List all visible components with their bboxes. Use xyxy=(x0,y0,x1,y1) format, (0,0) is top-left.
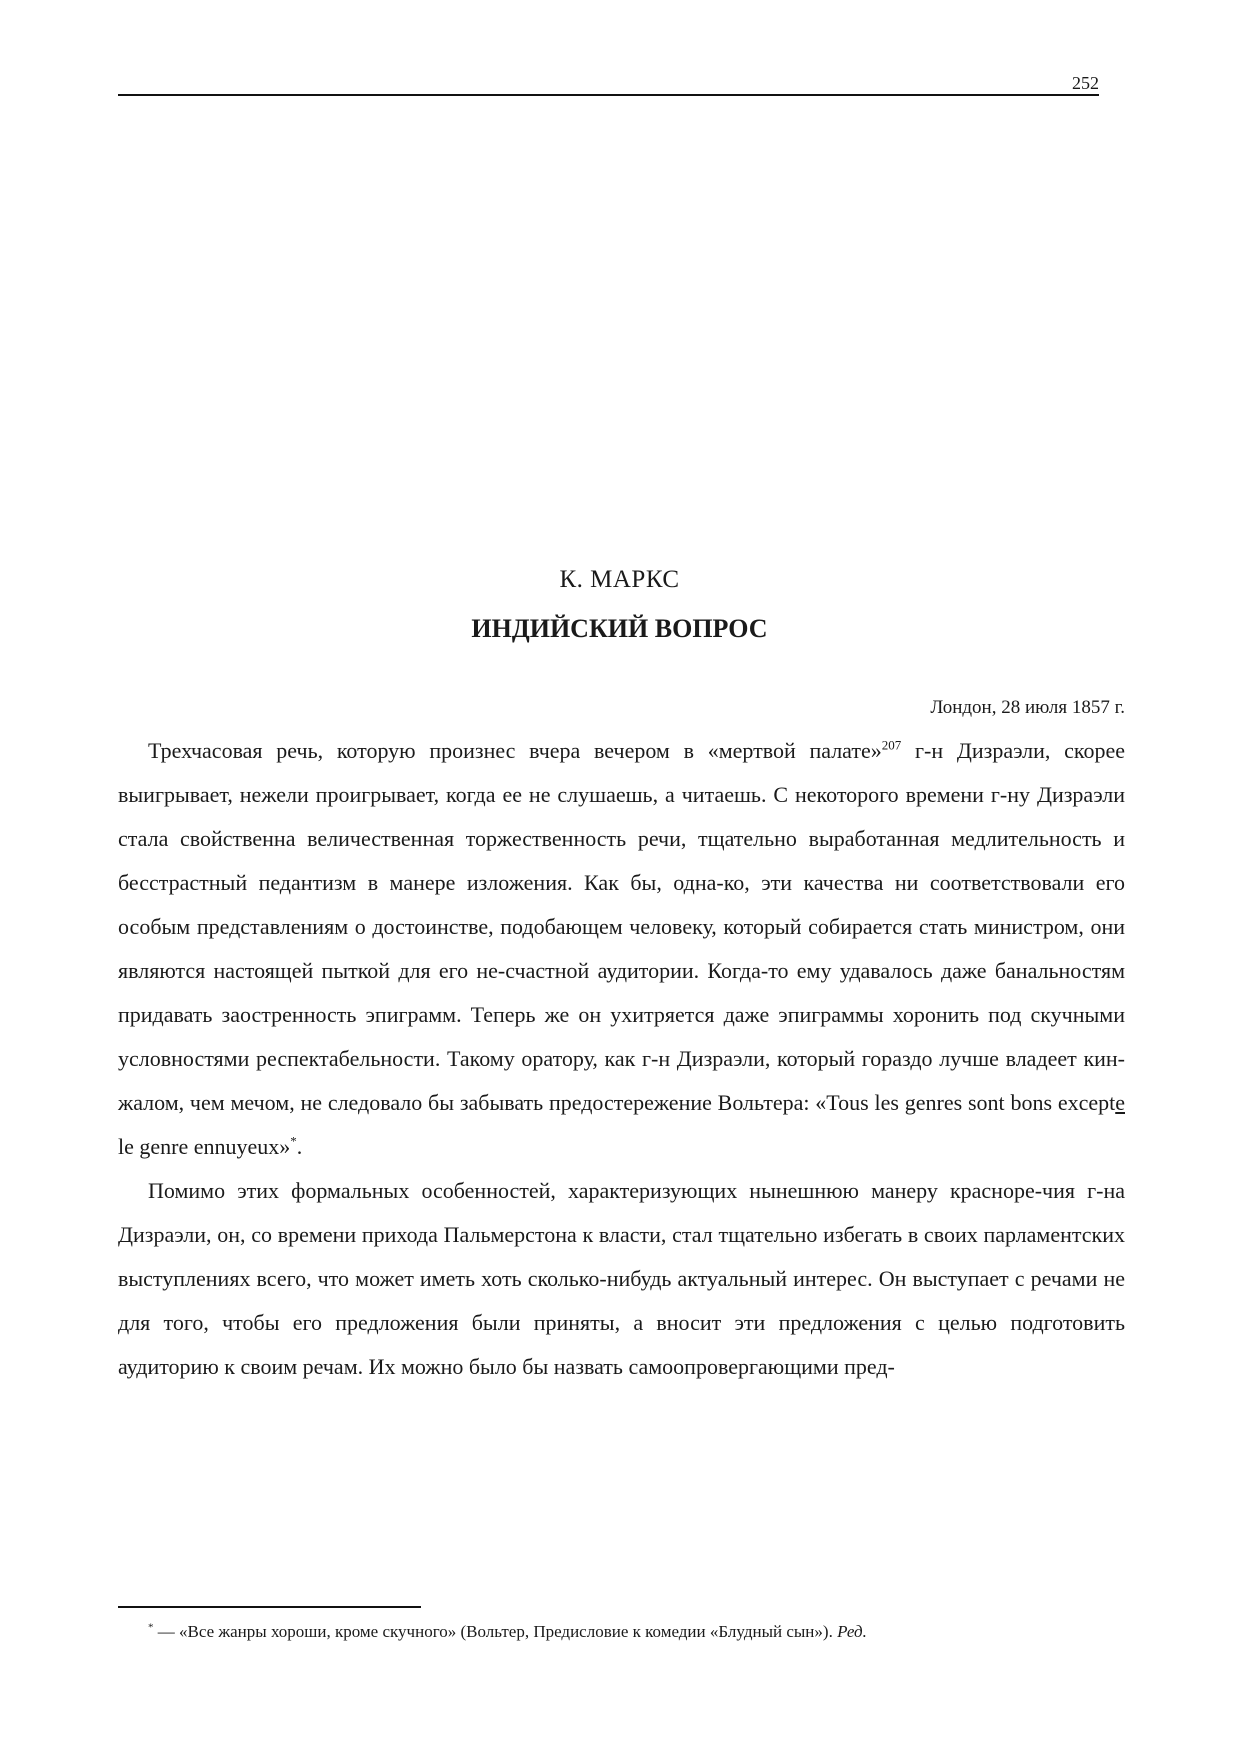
author-name: К. МАРКС xyxy=(559,566,680,593)
reference-207: 207 xyxy=(881,737,902,753)
footnote-reference: * xyxy=(290,1133,297,1149)
page-number: 252 xyxy=(1072,73,1099,93)
article-body xyxy=(118,729,1125,1389)
paragraph-1-text-a: Трехчасовая речь, которую произнес вчера вечером в «мертвой палате» xyxy=(148,738,882,763)
paragraph-1-text-d: . xyxy=(296,1134,303,1159)
underlined-letter: e xyxy=(1115,1090,1125,1115)
header-rule xyxy=(118,94,1099,96)
paragraph-1-text-b: г-н Дизраэли, скорее выигрывает, нежели проигрывает, когда ее не слушаешь, а читаешь. С некоторого времени г-ну Дизраэли стала свойственна величественная торжественность речи, тщательно выработанная медлительность и бесстрастный педантизм в манере изложения. Как бы, одна-ко, эти качества ни соответствовали его особым представлениям о достоинстве, подобающем человеку, который собирается стать министром, они являются настоящей пыткой для его не-счастной аудитории. Когда-то ему удавалось даже банальностям придавать заостренность эпиграмм. Теперь же он ухитряется даже эпиграммы хоронить под скучными условностями респектабельности. Такому оратору, как г-н Дизраэли, который гораздо лучше владеет кин-жалом, чем мечом, не следовало бы забывать предостережение Вольтера: «Tous les genres sont bons except xyxy=(118,738,1125,1115)
article-title: ИНДИЙСКИЙ ВОПРОС xyxy=(471,614,768,643)
footnote-mark: * xyxy=(148,1621,154,1634)
footnote-text: — «Все жанры хороши, кроме скучного» (Вольтер, Предисловие к комедии «Блудный сын»). xyxy=(153,1622,838,1641)
footnote-rule xyxy=(118,1606,421,1608)
paragraph-1 xyxy=(118,729,1125,1169)
footnote-editor: Ред. xyxy=(837,1622,867,1641)
dateline: Лондон, 28 июля 1857 г. xyxy=(930,697,1125,718)
paragraph-1-text-c: le genre ennuyeux» xyxy=(118,1134,291,1159)
paragraph-2: Помимо этих формальных особенностей, характеризующих нынешнюю манеру красноре-чия г-на Дизраэли, он, со времени прихода Пальмерстона к власти, стал тщательно избегать в своих парламентских выступлениях всего, что может иметь хоть сколько-нибудь актуальный интерес. Он выступает с речами не для того, чтобы его предложения были приняты, а вносит эти предложения с целью подготовить аудиторию к своим речам. Их можно было бы назвать самоопровергающими пред- xyxy=(118,1178,1125,1379)
footnote xyxy=(148,1620,867,1644)
